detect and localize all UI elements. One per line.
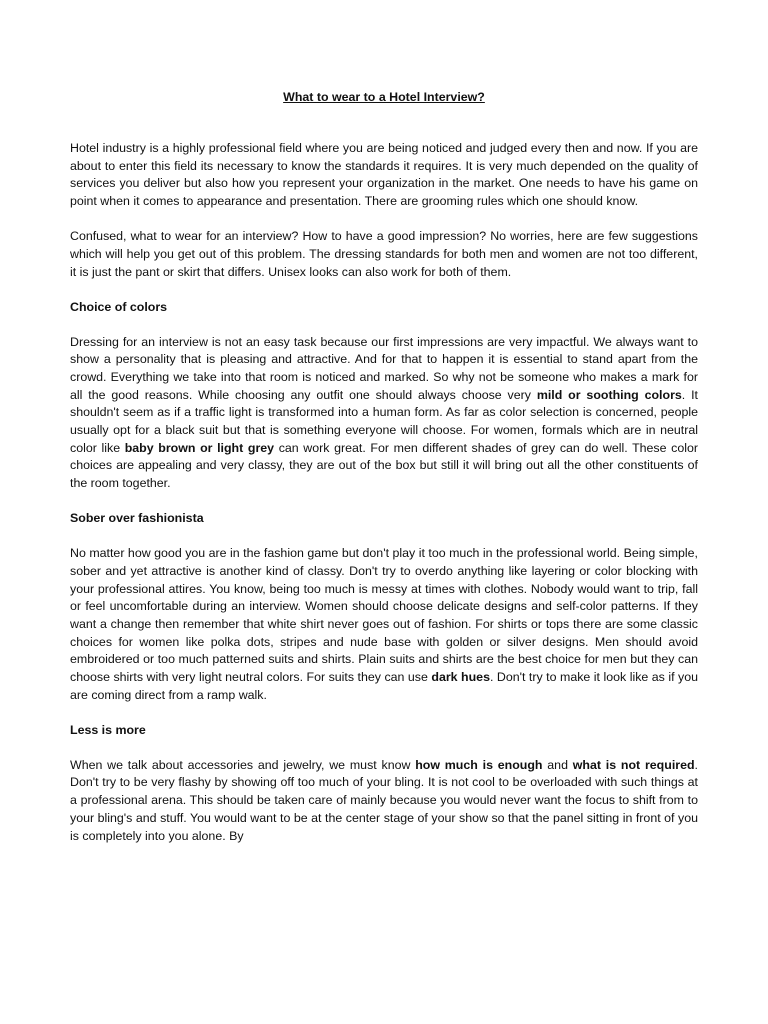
document-page	[70, 88, 698, 863]
section-heading-colors: Choice of colors	[70, 299, 168, 314]
sober-paragraph	[70, 545, 698, 704]
colors-bold-baby-brown: baby brown or light grey	[124, 440, 275, 455]
section-heading-less-is-more: Less is more	[70, 722, 146, 737]
intro-paragraph-2: Confused, what to wear for an interview? How to have a good impression? No worries, here are few suggestions which will help you get out of this problem. The dressing standards for both men and women are not too different, it is just the pant or skirt that differs. Unisex looks can also work for both of them.	[70, 229, 698, 279]
less-text-b: and	[542, 757, 573, 772]
less-paragraph	[70, 757, 698, 846]
less-text-c: . Don't try to be very flashy by showing off too much of your bling. It is not cool to be overloaded with such things at a professional arena. This should be taken care of mainly because you would never want the focus to shift from to your bling's and stuff. You would want to be at the center stage of your show so that the panel sitting in front of you is completely into you alone. By	[70, 757, 698, 843]
colors-text-c: can work great. For men different shades of grey can do well. These color choices are appealing and very classy, they are out of the box but still it will bring out all the other constituents of the room together.	[70, 440, 698, 491]
sober-bold-dark-hues: dark hues	[431, 670, 490, 685]
colors-paragraph	[70, 334, 698, 493]
colors-bold-mild-colors: mild or soothing colors	[536, 387, 682, 402]
sober-text-a: No matter how good you are in the fashion game but don't play it too much in the professional world. Being simple, sober and yet attractive is another kind of classy. Don't try to overdo anything like layering or color blocking with your professional attires. You know, being too much is messy at times with clothes. Nobody would want to trip, fall or feel uncomfortable during an interview. Women should choose delicate designs and self-color patterns. If they want a change then remember that white shirt never goes out of fashion. For shirts or tops there are some classic choices for women like polka dots, stripes and nude base with golden or silver designs. Men should avoid embroidered or too much patterned suits and shirts. Plain suits and shirts are the best choice for men but they can choose shirts with very light neutral colors. For suits they can use	[70, 546, 698, 685]
document-title: What to wear to a Hotel Interview?	[283, 90, 485, 104]
less-text-a: When we talk about accessories and jewelry, we must know	[70, 757, 416, 772]
colors-text-b: . It shouldn't seem as if a traffic light is transformed into a human form. As far as color selection is concerned, people usually opt for a black suit but that is something everyone will choose. For women, formals which are in neutral color like	[70, 387, 698, 455]
section-heading-sober: Sober over fashionista	[70, 511, 204, 526]
colors-text-a: Dressing for an interview is not an easy task because our first impressions are very impactful. We always want to show a personality that is pleasing and attractive. And for that to happen it is essential to stand apart from the crowd. Everything we take into that room is noticed and marked. So why not be someone who makes a mark for all the good reasons. While choosing any outfit one should always choose very	[70, 334, 698, 402]
less-bold-how-much: how much is enough	[415, 757, 543, 772]
sober-text-b: . Don't try to make it look like as if you are coming direct from a ramp walk.	[70, 670, 698, 702]
intro-paragraph-1: Hotel industry is a highly professional field where you are being noticed and judged every then and now. If you are about to enter this field its necessary to know the standards it requires. It is very much depended on the quality of services you deliver but also how you represent your organization in the market. One needs to have his game on point when it comes to appearance and presentation. There are grooming rules which one should know.	[70, 141, 698, 209]
less-bold-not-required: what is not required	[572, 757, 695, 772]
